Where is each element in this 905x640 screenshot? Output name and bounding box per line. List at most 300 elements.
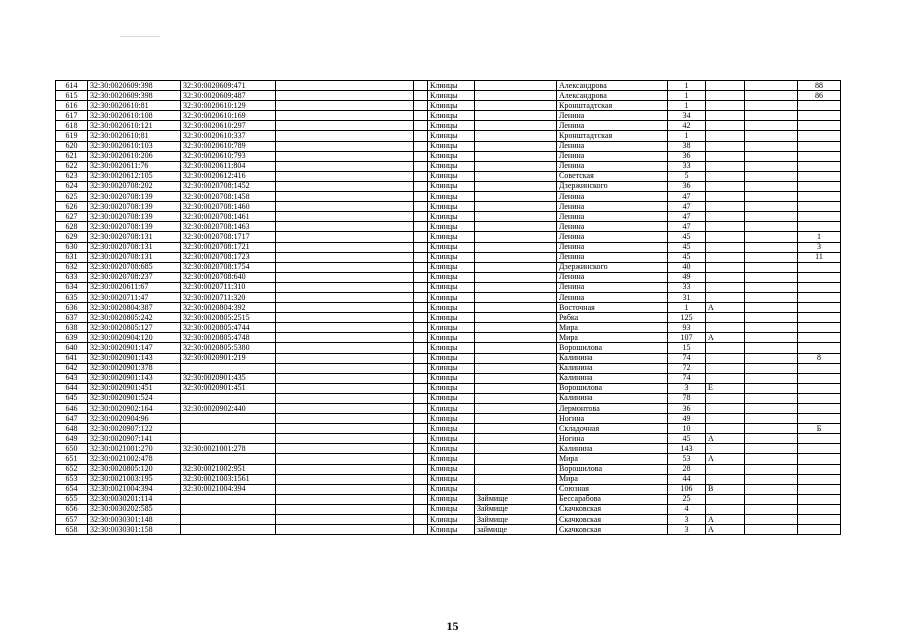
cell-street: Дзержинского (557, 262, 668, 272)
cell-building-cadastral-number: 32:30:0020901:451 (181, 383, 276, 393)
cell-house-number: 93 (668, 323, 706, 333)
cell-house-number: 143 (668, 444, 706, 454)
table-row (56, 525, 841, 535)
cell-building-col (745, 333, 798, 343)
cell-city: Клинцы (428, 353, 475, 363)
cell-blank-col-a (276, 363, 414, 373)
cell-house-number: 74 (668, 353, 706, 363)
cell-cadastral-number: 32:30:0020902:164 (88, 404, 181, 414)
cell-settlement (475, 393, 557, 403)
cell-building-col (745, 323, 798, 333)
table-row (56, 424, 841, 434)
cell-row-number: 627 (56, 212, 88, 222)
cell-house-letter (706, 494, 745, 504)
cell-blank-col-a (276, 192, 414, 202)
cell-settlement (475, 373, 557, 383)
cell-apartment (798, 363, 841, 373)
cell-cadastral-number: 32:30:0020610:103 (88, 141, 181, 151)
cell-row-number: 657 (56, 515, 88, 525)
cell-settlement (475, 313, 557, 323)
cell-cadastral-number: 32:30:0020901:143 (88, 353, 181, 363)
cell-street: Мира (557, 333, 668, 343)
cell-cadastral-number: 32:30:0020610:121 (88, 121, 181, 131)
cell-settlement (475, 222, 557, 232)
cell-building-col (745, 262, 798, 272)
cell-blank-col-b (414, 323, 428, 333)
cell-apartment (798, 373, 841, 383)
table-row (56, 383, 841, 393)
cell-street: Александрова (557, 81, 668, 91)
cell-building-cadastral-number: 32:30:0020609:487 (181, 91, 276, 101)
cell-blank-col-b (414, 494, 428, 504)
cell-house-letter: А (706, 525, 745, 535)
cell-house-letter (706, 414, 745, 424)
cell-city: Клинцы (428, 222, 475, 232)
cell-blank-col-a (276, 131, 414, 141)
cell-building-cadastral-number (181, 525, 276, 535)
cell-row-number: 640 (56, 343, 88, 353)
cell-apartment (798, 303, 841, 313)
cell-settlement (475, 484, 557, 494)
cell-building-cadastral-number: 32:30:0020708:1723 (181, 252, 276, 262)
registry-body (56, 81, 841, 535)
cell-city: Клинцы (428, 292, 475, 302)
cell-settlement (475, 454, 557, 464)
cell-apartment (798, 434, 841, 444)
cell-settlement (475, 91, 557, 101)
cell-house-letter (706, 404, 745, 414)
cell-cadastral-number: 32:30:0021002:478 (88, 454, 181, 464)
table-row (56, 282, 841, 292)
cell-street: Ленина (557, 292, 668, 302)
cell-apartment (798, 515, 841, 525)
cell-blank-col-b (414, 171, 428, 181)
cell-row-number: 655 (56, 494, 88, 504)
cell-house-number: 5 (668, 171, 706, 181)
cell-city: Клинцы (428, 434, 475, 444)
cell-row-number: 637 (56, 313, 88, 323)
cell-cadastral-number: 32:30:0030201:114 (88, 494, 181, 504)
cell-row-number: 658 (56, 525, 88, 535)
cell-building-col (745, 91, 798, 101)
cell-cadastral-number: 32:30:0020708:202 (88, 181, 181, 191)
cell-building-col (745, 313, 798, 323)
cell-blank-col-a (276, 171, 414, 181)
cell-building-cadastral-number: 32:30:0020708:1721 (181, 242, 276, 252)
cell-blank-col-a (276, 343, 414, 353)
cell-blank-col-a (276, 494, 414, 504)
cell-blank-col-b (414, 515, 428, 525)
cell-settlement (475, 353, 557, 363)
cell-street: Ленина (557, 111, 668, 121)
cell-building-cadastral-number: 32:30:0020901:435 (181, 373, 276, 383)
cell-house-number: 125 (668, 313, 706, 323)
cell-blank-col-b (414, 313, 428, 323)
cell-building-cadastral-number: 32:30:0020611:804 (181, 161, 276, 171)
cell-building-col (745, 181, 798, 191)
cell-house-number: 45 (668, 252, 706, 262)
cell-city: Клинцы (428, 121, 475, 131)
cell-settlement: Займище (475, 515, 557, 525)
cell-house-letter (706, 444, 745, 454)
cell-house-number: 1 (668, 101, 706, 111)
cell-building-cadastral-number: 32:30:0020610:793 (181, 151, 276, 161)
cell-blank-col-b (414, 353, 428, 363)
cell-apartment: 3 (798, 242, 841, 252)
cell-row-number: 615 (56, 91, 88, 101)
cell-apartment (798, 222, 841, 232)
cell-city: Клинцы (428, 333, 475, 343)
cell-building-cadastral-number (181, 434, 276, 444)
cell-blank-col-a (276, 101, 414, 111)
cell-street: Союзная (557, 484, 668, 494)
table-row (56, 151, 841, 161)
cell-building-col (745, 292, 798, 302)
cell-cadastral-number: 32:30:0020708:139 (88, 202, 181, 212)
cell-settlement (475, 383, 557, 393)
cell-cadastral-number: 32:30:0020708:139 (88, 192, 181, 202)
cell-settlement (475, 272, 557, 282)
cell-blank-col-a (276, 333, 414, 343)
table-row (56, 121, 841, 131)
cell-building-cadastral-number (181, 494, 276, 504)
cell-house-letter: Е (706, 383, 745, 393)
cell-house-number: 36 (668, 181, 706, 191)
cell-street: Ленина (557, 272, 668, 282)
cell-house-number: 72 (668, 363, 706, 373)
cell-cadastral-number: 32:30:0021003:195 (88, 474, 181, 484)
cell-building-cadastral-number: 32:30:0020610:297 (181, 121, 276, 131)
cell-row-number: 656 (56, 504, 88, 514)
cell-building-col (745, 272, 798, 282)
cell-settlement (475, 151, 557, 161)
cell-row-number: 638 (56, 323, 88, 333)
cell-blank-col-a (276, 202, 414, 212)
cell-building-col (745, 434, 798, 444)
cell-blank-col-a (276, 121, 414, 131)
cell-building-cadastral-number: 32:30:0020708:1463 (181, 222, 276, 232)
cell-cadastral-number: 32:30:0020907:122 (88, 424, 181, 434)
cell-building-col (745, 454, 798, 464)
cell-blank-col-b (414, 474, 428, 484)
cell-building-col (745, 282, 798, 292)
cell-house-number: 44 (668, 474, 706, 484)
cell-street: Кронштадтская (557, 101, 668, 111)
cell-cadastral-number: 32:30:0020805:120 (88, 464, 181, 474)
table-row (56, 393, 841, 403)
cell-blank-col-b (414, 444, 428, 454)
cell-apartment (798, 484, 841, 494)
cell-house-number: 10 (668, 424, 706, 434)
cell-building-col (745, 202, 798, 212)
cell-apartment (798, 313, 841, 323)
cell-apartment (798, 464, 841, 474)
table-row (56, 141, 841, 151)
cell-city: Клинцы (428, 515, 475, 525)
cell-building-cadastral-number: 32:30:0021002:951 (181, 464, 276, 474)
cell-blank-col-a (276, 232, 414, 242)
table-row (56, 454, 841, 464)
cell-blank-col-a (276, 525, 414, 535)
cell-street: Ленина (557, 232, 668, 242)
cell-row-number: 620 (56, 141, 88, 151)
cell-building-cadastral-number: 32:30:0020708:1458 (181, 192, 276, 202)
cell-city: Клинцы (428, 414, 475, 424)
cell-building-col (745, 303, 798, 313)
cell-blank-col-a (276, 161, 414, 171)
table-row (56, 252, 841, 262)
table-row (56, 192, 841, 202)
cell-building-col (745, 242, 798, 252)
cell-house-letter (706, 161, 745, 171)
cell-city: Клинцы (428, 111, 475, 121)
cell-apartment: 88 (798, 81, 841, 91)
table-row (56, 131, 841, 141)
cell-building-cadastral-number: 32:30:0020708:640 (181, 272, 276, 282)
cell-blank-col-a (276, 414, 414, 424)
cell-building-cadastral-number: 32:30:0020609:471 (181, 81, 276, 91)
cell-settlement (475, 81, 557, 91)
cell-street: Бессарабова (557, 494, 668, 504)
cell-blank-col-a (276, 252, 414, 262)
scan-artifact (120, 36, 160, 37)
registry-table (55, 80, 841, 535)
cell-blank-col-b (414, 111, 428, 121)
cell-settlement (475, 333, 557, 343)
cell-apartment (798, 171, 841, 181)
cell-row-number: 633 (56, 272, 88, 282)
table-row (56, 242, 841, 252)
cell-settlement (475, 212, 557, 222)
cell-house-number: 3 (668, 525, 706, 535)
cell-street: Восточная (557, 303, 668, 313)
cell-house-letter: А (706, 333, 745, 343)
cell-cadastral-number: 32:30:0021004:394 (88, 484, 181, 494)
cell-blank-col-b (414, 232, 428, 242)
cell-street: Ворошилова (557, 343, 668, 353)
cell-row-number: 629 (56, 232, 88, 242)
cell-apartment (798, 282, 841, 292)
cell-city: Клинцы (428, 343, 475, 353)
cell-settlement (475, 464, 557, 474)
cell-house-letter: А (706, 303, 745, 313)
cell-row-number: 617 (56, 111, 88, 121)
table-row (56, 292, 841, 302)
table-row (56, 414, 841, 424)
cell-building-col (745, 131, 798, 141)
cell-building-col (745, 353, 798, 363)
table-row (56, 464, 841, 474)
cell-building-cadastral-number: 32:30:0020612:416 (181, 171, 276, 181)
cell-settlement (475, 282, 557, 292)
cell-building-cadastral-number: 32:30:0020805:2515 (181, 313, 276, 323)
cell-building-col (745, 222, 798, 232)
cell-settlement (475, 303, 557, 313)
page-number: 15 (446, 619, 459, 633)
cell-settlement (475, 181, 557, 191)
cell-building-cadastral-number: 32:30:0020901:219 (181, 353, 276, 363)
cell-building-col (745, 161, 798, 171)
cell-building-cadastral-number: 32:30:0020708:1461 (181, 212, 276, 222)
cell-city: Клинцы (428, 484, 475, 494)
cell-blank-col-a (276, 444, 414, 454)
cell-row-number: 652 (56, 464, 88, 474)
cell-building-cadastral-number: 32:30:0020610:337 (181, 131, 276, 141)
cell-apartment (798, 181, 841, 191)
table-row (56, 262, 841, 272)
cell-apartment (798, 111, 841, 121)
cell-blank-col-a (276, 91, 414, 101)
table-row (56, 474, 841, 484)
cell-building-cadastral-number (181, 424, 276, 434)
cell-cadastral-number: 32:30:0020708:131 (88, 252, 181, 262)
table-row (56, 434, 841, 444)
cell-house-number: 47 (668, 202, 706, 212)
cell-row-number: 647 (56, 414, 88, 424)
cell-house-letter (706, 121, 745, 131)
cell-house-number: 47 (668, 212, 706, 222)
cell-street: Мира (557, 474, 668, 484)
cell-cadastral-number: 32:30:0020708:237 (88, 272, 181, 282)
cell-house-number: 33 (668, 161, 706, 171)
cell-blank-col-b (414, 272, 428, 282)
cell-building-col (745, 393, 798, 403)
cell-building-col (745, 515, 798, 525)
cell-building-col (745, 494, 798, 504)
cell-settlement (475, 232, 557, 242)
cell-blank-col-a (276, 504, 414, 514)
cell-city: Клинцы (428, 525, 475, 535)
table-row (56, 212, 841, 222)
cell-building-col (745, 252, 798, 262)
table-row (56, 111, 841, 121)
cell-cadastral-number: 32:30:0020708:131 (88, 242, 181, 252)
cell-blank-col-b (414, 121, 428, 131)
cell-house-letter: А (706, 434, 745, 444)
table-row (56, 171, 841, 181)
cell-city: Клинцы (428, 171, 475, 181)
cell-blank-col-b (414, 343, 428, 353)
cell-house-letter (706, 272, 745, 282)
cell-street: Ворошилова (557, 383, 668, 393)
cell-house-letter (706, 363, 745, 373)
cell-row-number: 625 (56, 192, 88, 202)
cell-blank-col-a (276, 373, 414, 383)
cell-apartment (798, 404, 841, 414)
cell-settlement (475, 202, 557, 212)
cell-apartment (798, 202, 841, 212)
cell-city: Клинцы (428, 81, 475, 91)
cell-house-number: 25 (668, 494, 706, 504)
cell-apartment (798, 444, 841, 454)
cell-house-number: 28 (668, 464, 706, 474)
cell-street: Ленина (557, 212, 668, 222)
cell-house-letter (706, 282, 745, 292)
table-row (56, 161, 841, 171)
cell-building-cadastral-number: 32:30:0021004:394 (181, 484, 276, 494)
cell-blank-col-b (414, 414, 428, 424)
cell-apartment (798, 393, 841, 403)
cell-apartment (798, 333, 841, 343)
cell-city: Клинцы (428, 202, 475, 212)
cell-building-cadastral-number: 32:30:0020711:310 (181, 282, 276, 292)
cell-house-number: 36 (668, 404, 706, 414)
cell-cadastral-number: 32:30:0021001:270 (88, 444, 181, 454)
cell-city: Клинцы (428, 242, 475, 252)
cell-row-number: 616 (56, 101, 88, 111)
cell-city: Клинцы (428, 454, 475, 464)
cell-city: Клинцы (428, 313, 475, 323)
cell-building-col (745, 232, 798, 242)
cell-building-cadastral-number (181, 504, 276, 514)
cell-settlement (475, 101, 557, 111)
cell-apartment (798, 212, 841, 222)
cell-house-letter: А (706, 515, 745, 525)
cell-settlement (475, 343, 557, 353)
cell-blank-col-a (276, 272, 414, 282)
cell-house-number: 45 (668, 232, 706, 242)
cell-building-cadastral-number: 32:30:0020708:1717 (181, 232, 276, 242)
cell-blank-col-a (276, 424, 414, 434)
cell-house-number: 74 (668, 373, 706, 383)
cell-row-number: 648 (56, 424, 88, 434)
cell-blank-col-a (276, 313, 414, 323)
cell-building-col (745, 363, 798, 373)
cell-row-number: 614 (56, 81, 88, 91)
cell-street: Ленина (557, 202, 668, 212)
cell-house-letter (706, 232, 745, 242)
cell-street: Ленина (557, 222, 668, 232)
cell-row-number: 619 (56, 131, 88, 141)
cell-cadastral-number: 32:30:0030301:148 (88, 515, 181, 525)
cell-blank-col-b (414, 282, 428, 292)
cell-house-letter (706, 192, 745, 202)
cell-apartment (798, 151, 841, 161)
cell-apartment (798, 323, 841, 333)
cell-house-letter (706, 171, 745, 181)
cell-blank-col-a (276, 151, 414, 161)
cell-cadastral-number: 32:30:0020611:76 (88, 161, 181, 171)
cell-street: Советская (557, 171, 668, 181)
cell-street: Александрова (557, 91, 668, 101)
table-row (56, 313, 841, 323)
cell-city: Клинцы (428, 212, 475, 222)
cell-street: Ленина (557, 121, 668, 131)
cell-blank-col-b (414, 464, 428, 474)
cell-settlement (475, 404, 557, 414)
cell-row-number: 631 (56, 252, 88, 262)
cell-cadastral-number: 32:30:0020901:451 (88, 383, 181, 393)
cell-blank-col-a (276, 323, 414, 333)
cell-house-number: 47 (668, 222, 706, 232)
cell-street: Складочная (557, 424, 668, 434)
cell-settlement (475, 444, 557, 454)
cell-city: Клинцы (428, 272, 475, 282)
cell-blank-col-a (276, 404, 414, 414)
cell-building-col (745, 414, 798, 424)
cell-row-number: 623 (56, 171, 88, 181)
table-row (56, 494, 841, 504)
cell-house-letter (706, 292, 745, 302)
cell-blank-col-b (414, 252, 428, 262)
cell-blank-col-b (414, 303, 428, 313)
cell-house-letter (706, 81, 745, 91)
cell-building-cadastral-number: 32:30:0020708:1754 (181, 262, 276, 272)
cell-building-col (745, 81, 798, 91)
cell-building-col (745, 373, 798, 383)
cell-apartment (798, 131, 841, 141)
cell-street: Скачковская (557, 515, 668, 525)
